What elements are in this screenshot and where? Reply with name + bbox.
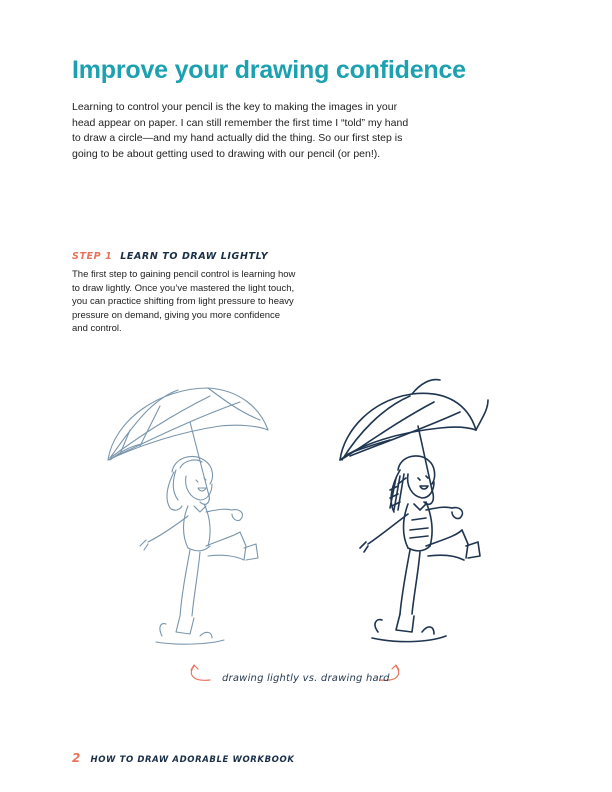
page-title: Improve your drawing confidence bbox=[72, 56, 466, 84]
light-sketch-figure bbox=[108, 388, 268, 644]
step-heading bbox=[72, 251, 268, 262]
step-title: LEARN TO DRAW LIGHTLY bbox=[120, 251, 269, 262]
illustration-caption bbox=[180, 660, 410, 690]
page-footer bbox=[72, 751, 295, 765]
heavy-sketch-figure bbox=[340, 380, 488, 642]
step-number: STEP 1 bbox=[72, 251, 113, 262]
book-title: HOW TO DRAW ADORABLE WORKBOOK bbox=[90, 755, 295, 765]
page-number: 2 bbox=[72, 751, 81, 765]
girl-umbrella-illustration bbox=[100, 360, 520, 660]
step-body: The first step to gaining pencil control is learning how to draw lightly. Once you’ve mastered the light touch, you can practice shifting from light pressure to heavy pressure on demand, giving you more confidence and control. bbox=[72, 269, 296, 334]
caption-text: drawing lightly vs. drawing hard bbox=[222, 673, 390, 684]
intro-paragraph: Learning to control your pencil is the key to making the images in your head appear on paper. I can still remember the first time I “told” my hand to draw a circle—and my hand actually did the thing. So our first step is going to be about getting used to drawing with our pencil (or pen!). bbox=[72, 101, 409, 160]
